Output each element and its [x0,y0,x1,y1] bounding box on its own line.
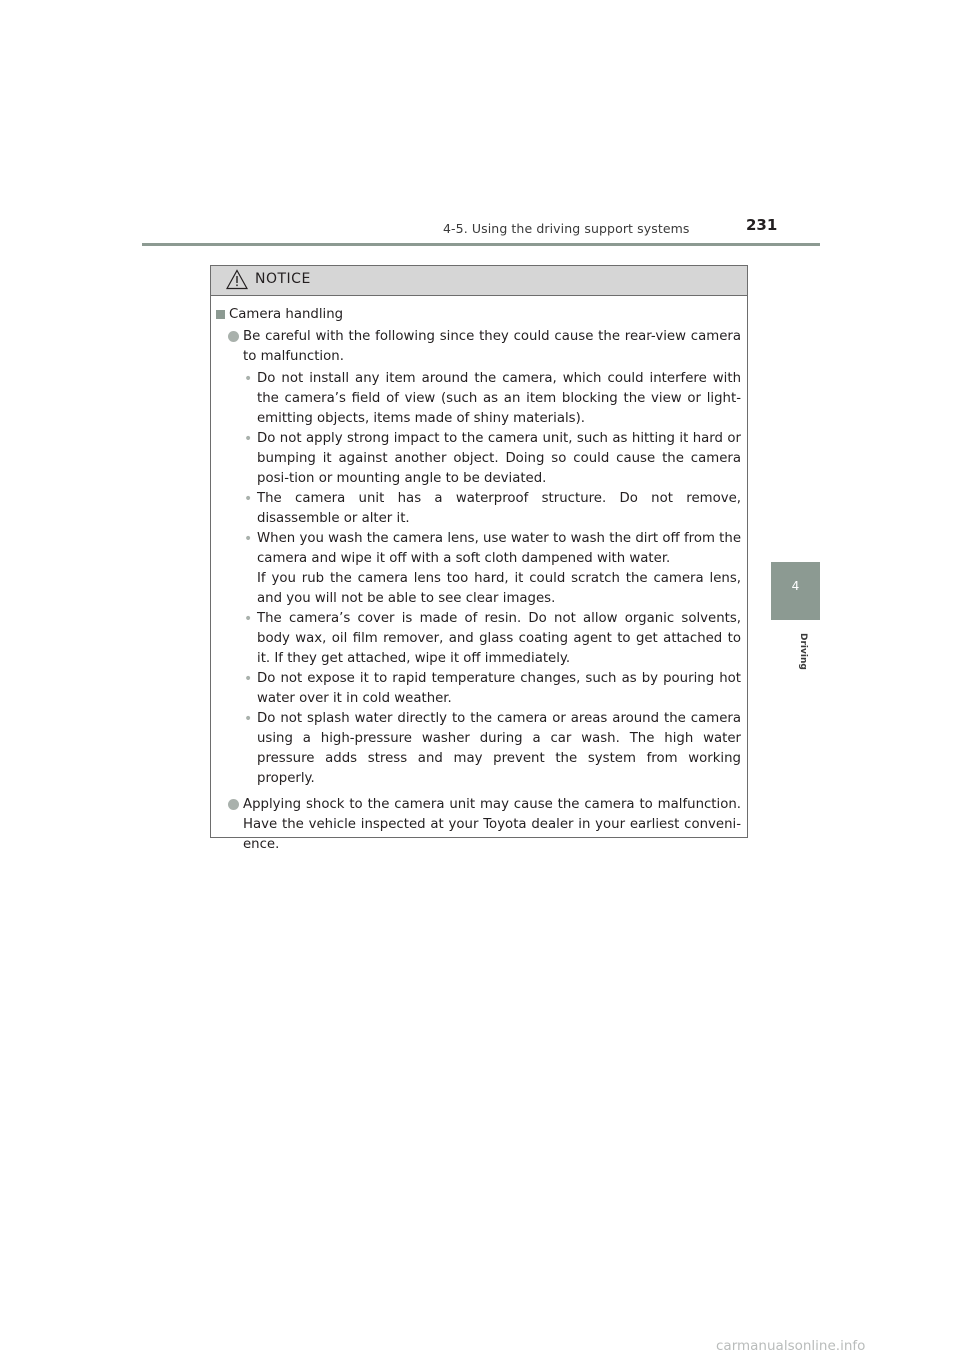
sub-list-item [243,489,741,529]
notice-title: NOTICE [255,271,311,287]
header-section-title: 4-5. Using the driving support systems [443,221,690,236]
sub-list-item-text: The camera’s cover is made of resin. Do not allow organic solvents, body wax, oil film remover, and glass coating agent to get attached to it. If they get attached, wipe it off immediately. [257,611,741,666]
dot-bullet-icon: • [244,371,253,387]
sub-list-item [243,669,741,709]
sub-list-item-text: Do not install any item around the camera, which could interfere with the camera’s field of view (such as an item blocking the view or light-emitting objects, items made of shiny materials). [257,371,741,426]
sub-list-item [243,529,741,569]
circle-bullet-icon [228,331,239,342]
sub-list-item [243,709,741,789]
dot-bullet-icon: • [244,611,253,627]
list-item [216,327,741,789]
sub-list-item-text: Do not apply strong impact to the camera unit, such as hitting it hard or bumping it against another object. Doing so could cause the camera posi-tion or mounting angle to be deviated. [257,431,741,486]
notice-header [211,266,747,296]
sub-list-item [243,429,741,489]
square-bullet-icon [216,310,225,319]
chapter-label: Driving [798,632,808,670]
notice-box [210,265,748,852]
dot-bullet-icon: • [244,671,253,687]
section-heading-text: Camera handling [229,307,344,322]
sub-list-item [243,609,741,669]
watermark: carmanualsonline.info [716,1338,866,1354]
sub-list-item-text: Do not expose it to rapid temperature changes, such as by pouring hot water over it in cold weather. [257,671,741,706]
dot-bullet-icon: • [244,711,253,727]
list-item-text: Be careful with the following since they could cause the rear-view camera to malfunction. [243,329,741,364]
sub-list-item [243,369,741,429]
circle-bullet-icon [228,799,239,810]
section-heading [216,305,741,325]
chapter-number: 4 [791,579,800,593]
header-rule [142,243,820,246]
list-item [216,795,741,855]
list-item-text: Applying shock to the camera unit may cause the camera to malfunction. Have the vehicle inspected at your Toyota dealer in your earliest conveni-ence. [243,797,741,852]
dot-bullet-icon: • [244,531,253,547]
sub-list-item-continuation: If you rub the camera lens too hard, it could scratch the camera lens, and you will not be able to see clear images. [257,571,741,606]
notice-body [211,296,747,855]
sub-list-item-text: The camera unit has a waterproof structure. Do not remove, disassemble or alter it. [257,491,741,526]
sub-list-item-text: When you wash the camera lens, use water to wash the dirt off from the camera and wipe it off with a soft cloth dampened with water. [257,531,741,566]
sub-list-item-text: Do not splash water directly to the camera or areas around the camera using a high-pressure washer during a car wash. The high water pressure adds stress and may prevent the system from working properly. [257,711,741,786]
sub-list [243,369,741,789]
dot-bullet-icon: • [244,491,253,507]
dot-bullet-icon: • [244,431,253,447]
chapter-tab [771,562,820,620]
page-number: 231 [746,216,778,234]
warning-triangle-icon [226,269,248,290]
